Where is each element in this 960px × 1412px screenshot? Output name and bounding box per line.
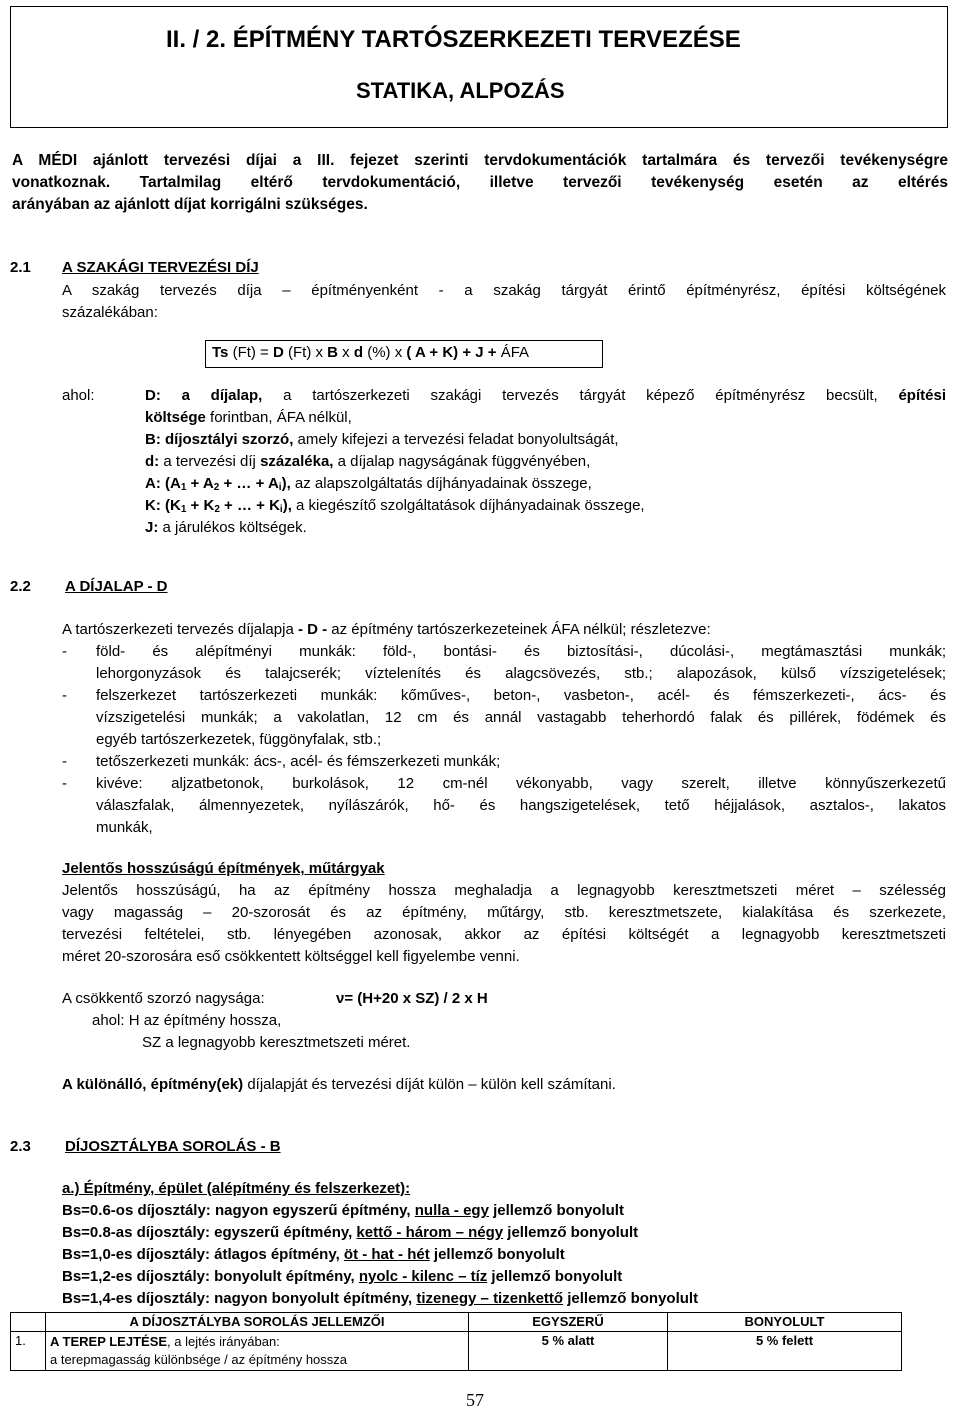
section-2-2-number: 2.2: [10, 578, 31, 595]
reduction-label: A csökkentő szorzó nagysága:: [62, 990, 265, 1007]
bullet-2-line-2: vízszigetelési munkák; a vakolatlan, 12 cm és annál vastagabb teherhordó falak és pillérek, födémek és: [96, 709, 946, 726]
table-header-criteria: A DÍJOSZTÁLYBA SOROLÁS JELLEMZŐI: [46, 1313, 469, 1332]
long-structures-line-2: vagy magasság – 20-szorosát és az építmény, műtárgy, stb. keresztmetszete, kialakítása és szerkezete,: [62, 904, 946, 921]
table-header-simple: EGYSZERŰ: [469, 1313, 668, 1332]
class-row-0-8: Bs=0.8-as díjosztály: egyszerű építmény, kettő - három – négy jellemző bonyolult: [62, 1224, 639, 1241]
formula-d: D: [273, 344, 284, 361]
formula-d-small: d: [353, 344, 364, 361]
formula-b: B: [327, 344, 339, 361]
section-2-1-heading: A SZAKÁGI TERVEZÉSI DÍJ: [62, 259, 259, 276]
long-structures-line-1: Jelentős hosszúságú, ha az építmény hossza meghaladja a legnagyobb keresztmetszeti méret – szélesség: [62, 882, 946, 899]
building-class-subheading: a.) Építmény, épület (alépítmény és felszerkezet):: [62, 1180, 411, 1197]
separate-structures-note: A különálló, építmény(ek) díjalapját és tervezési díját külön – külön kell számítani.: [62, 1076, 616, 1093]
page-number: 57: [466, 1390, 484, 1410]
table-row-criteria: A TEREP LEJTÉSE, a lejtés irányában: a terepmagasság különbsége / az építmény hossza: [46, 1332, 469, 1371]
section-2-2-heading: A DÍJALAP - D: [65, 578, 168, 595]
bullet-4-line-3: munkák,: [96, 819, 153, 836]
bullet-dash: -: [62, 643, 67, 660]
bullet-2-line-1: felszerkezet tartószerkezeti munkák: kőműves-, beton-, vasbeton-, acél- és fémszerkezeti-, ács- és: [96, 687, 946, 704]
formula-part: (%) x: [363, 344, 407, 361]
bullet-dash: -: [62, 775, 67, 792]
class-row-0-6: Bs=0.6-os díjosztály: nagyon egyszerű építmény, nulla - egy jellemző bonyolult: [62, 1202, 624, 1219]
definition-a: A: ($A_1 + A_2$ + … + $A_i$), az alapszolgáltatás díjhányadainak összege,: [145, 475, 592, 493]
definitions-label: ahol:: [62, 387, 95, 404]
section-2-3-number: 2.3: [10, 1138, 31, 1155]
table-header-row: [11, 1313, 902, 1332]
fee-formula: [205, 340, 603, 368]
table-row-number: 1.: [11, 1332, 46, 1371]
definition-k: K: ($K_1 + K_2$ + … + $K_i$), a kiegészítő szolgáltatások díjhányadainak összege,: [145, 497, 645, 515]
bullet-2-line-3: egyéb tartószerkezetek, függönyfalak, stb.;: [96, 731, 382, 748]
table-row-simple: 5 % alatt: [469, 1332, 668, 1371]
section-2-1-number: 2.1: [10, 259, 31, 276]
formula-ts: Ts: [212, 344, 229, 361]
bullet-1-line-2: lehorgonyzások és talajcserék; víztelenítés és alagcsövezés, stb.; alapozások, külső vízszigetelések;: [96, 665, 946, 682]
class-row-1-2: Bs=1,2-es díjosztály: bonyolult építmény, nyolc - kilenc – tíz jellemző bonyolult: [62, 1268, 623, 1285]
definition-d-small: d: a tervezési díj százaléka, a díjalap nagyságának függvényében,: [145, 453, 591, 470]
bullet-dash: -: [62, 753, 67, 770]
table-cell: [11, 1313, 46, 1332]
bullet-4-line-1: kivéve: aljzatbetonok, burkolások, 12 cm-nél vékonyabb, vagy szerelt, illetve könnyűszerkezetű: [96, 775, 946, 792]
formula-afa: ÁFA: [500, 344, 530, 361]
section-2-1-text-2: százalékában:: [62, 304, 158, 321]
bullet-4-line-2: válaszfalak, álmennyezetek, nyílászárók, hő- és hangszigetelések, tető héjjalások, asztalos-, lakatos: [96, 797, 946, 814]
reduction-where: ahol: H az építmény hossza,: [92, 1012, 282, 1029]
section-2-3-heading: DÍJOSZTÁLYBA SOROLÁS - B: [65, 1138, 281, 1155]
bullet-1-line-1: föld- és alépítményi munkák: föld-, bontási- és biztosítási-, dúcolási-, megtámasztási munkák;: [96, 643, 946, 660]
intro-line-2: vonatkoznak. Tartalmilag eltérő tervdokumentáció, illetve tervezői tevékenység esetén az eltérés: [12, 174, 948, 191]
section-2-2-intro: A tartószerkezeti tervezés díjalapja - D - az építmény tartószerkezeteinek ÁFA nélkül; részletezve:: [62, 621, 711, 638]
table-row: [11, 1332, 902, 1371]
header-box: [10, 6, 948, 128]
intro-line-1: A MÉDI ajánlott tervezési díjai a III. fejezet szerinti tervdokumentációk tartalmára és tervezői tevékenységre: [12, 152, 948, 169]
table-header-complex: BONYOLULT: [668, 1313, 902, 1332]
long-structures-line-4: méret 20-szorosára eső csökkentett költséggel kell figyelembe venni.: [62, 948, 520, 965]
intro-line-3: arányában az ajánlott díjat korrigálni szükséges.: [12, 196, 368, 213]
reduction-formula: ν= (H+20 x SZ) / 2 x H: [336, 990, 488, 1007]
page-title: II. / 2. ÉPÍTMÉNY TARTÓSZERKEZETI TERVEZÉSE: [166, 26, 741, 53]
formula-rest: ( A + K) + J +: [406, 344, 501, 361]
table-row-complex: 5 % felett: [668, 1332, 902, 1371]
definition-b: B: díjosztályi szorzó, amely kifejezi a tervezési feladat bonyolultságát,: [145, 431, 619, 448]
class-row-1-0: Bs=1,0-es díjosztály: átlagos építmény, öt - hat - hét jellemző bonyolult: [62, 1246, 565, 1263]
definition-d-line-2: költsége forintban, ÁFA nélkül,: [145, 409, 352, 426]
long-structures-heading: Jelentős hosszúságú építmények, műtárgyak: [62, 860, 385, 877]
class-row-1-4: Bs=1,4-es díjosztály: nagyon bonyolult építmény, tizenegy – tizenkettő jellemző bonyolult: [62, 1290, 699, 1307]
formula-part: (Ft) =: [228, 344, 273, 361]
section-2-1-text-1: A szakág tervezés díja – építményenként - a szakág tárgyát érintő építményrész, építési költségének: [62, 282, 946, 299]
page-subtitle: STATIKA, ALPOZÁS: [356, 78, 565, 103]
classification-table: [10, 1312, 902, 1371]
formula-part: x: [338, 344, 354, 361]
definition-j: J: a járulékos költségek.: [145, 519, 307, 536]
bullet-dash: -: [62, 687, 67, 704]
bullet-3-line-1: tetőszerkezeti munkák: ács-, acél- és fémszerkezeti munkák;: [96, 753, 501, 770]
long-structures-line-3: tervezési feltételei, stb. lényegében azonosak, akkor az építési költségét a legnagyobb keresztmetszeti: [62, 926, 946, 943]
definition-d-line-1: D: a díjalap, a tartószerkezeti szakági tervezés tárgyát képező építményrész becsült, építési: [145, 387, 946, 404]
reduction-sz: SZ a legnagyobb keresztmetszeti méret.: [142, 1034, 411, 1051]
formula-part: (Ft) x: [283, 344, 328, 361]
